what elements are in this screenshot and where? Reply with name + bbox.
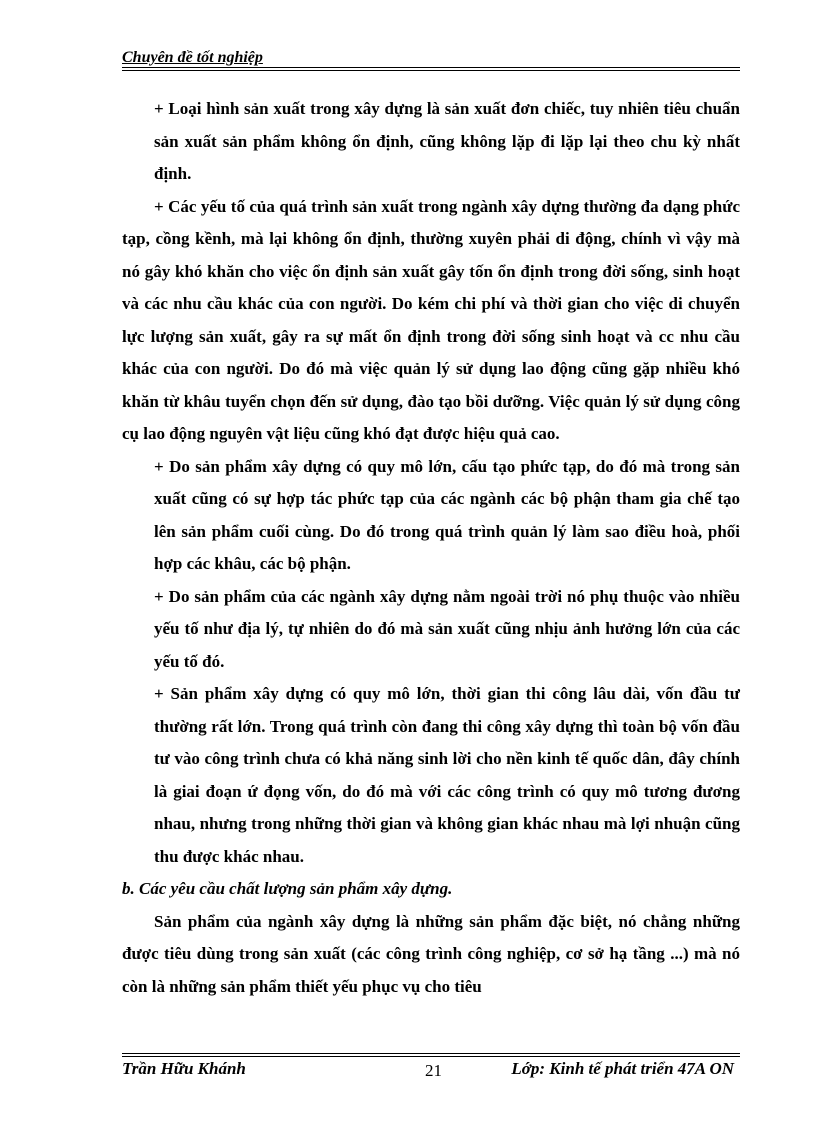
page-footer (122, 1053, 740, 1083)
header-rule (122, 67, 740, 68)
footer-class-label: Lớp: Kinh tế phát triển 47A ON (511, 1059, 734, 1078)
paragraph-product-scale: + Do sản phẩm xây dựng có quy mô lớn, cấu tạo phức tạp, do đó mà trong sản xuất cũng có sự hợp tác phức tạp của các ngành các bộ phận tham gia chế tạo lên sản phẩm cuối cùng. Do đó trong quá trình quản lý làm sao điều hoà, phối hợp các khâu, các bộ phận. (154, 456, 740, 573)
footer-rule-double (122, 1056, 740, 1057)
footer-author: Trần Hữu Khánh (122, 1059, 246, 1078)
paragraph-outdoor-products: + Do sản phẩm của các ngành xây dựng nằm ngoài trời nó phụ thuộc vào nhiều yếu tố như địa lý, tự nhiên do đó mà sản xuất cũng nhịu ảnh hưởng lớn của các yếu tố đó. (154, 586, 740, 671)
paragraph-production-factors: + Các yếu tố của quá trình sản xuất trong ngành xây dựng thường đa dạng phức tạp, cồng kềnh, mà lại không ổn định, thường xuyên phải di động, chính vì vậy mà nó gây khó khăn cho việc ổn định sản xuất gây tốn ổn định trong đời sống, sinh hoạt và các nhu cầu khác của con người. Do kém chi phí và thời gian cho việc di chuyển lực lượng sản xuất, gây ra sự mất ổn định trong đời sống sinh hoạt và cc nhu cầu khác của con người. Do đó mà việc quản lý sử dụng lao động cũng gặp nhiều khó khăn từ khâu tuyển chọn đến sử dụng, đào tạo bồi dưỡng. Việc quản lý sử dụng công cụ lao động nguyên vật liệu cũng khó đạt được hiệu quả cao. (122, 196, 740, 443)
paragraph-production-type: + Loại hình sản xuất trong xây dựng là sản xuất đơn chiếc, tuy nhiên tiêu chuẩn sản xuất sản phẩm không ổn định, cũng không lặp đi lặp lại theo chu kỳ nhất định. (154, 99, 740, 183)
document-body (122, 93, 740, 1003)
header-rule-double (122, 70, 740, 71)
paragraph-quality-requirements: Sản phẩm của ngành xây dựng là những sản phẩm đặc biệt, nó chẳng những được tiêu dùng trong sản xuất (các công trình công nghiệp, cơ sở hạ tầng ...) mà nó còn là những sản phẩm thiết yếu phục vụ cho tiêu (122, 911, 740, 996)
section-heading: b. Các yêu cầu chất lượng sản phẩm xây dựng. (122, 879, 453, 898)
page-number: 21 (425, 1061, 442, 1080)
footer-rule (122, 1053, 740, 1054)
header-title: Chuyên đề tốt nghiệp (122, 49, 263, 66)
page-header (122, 49, 740, 69)
paragraph-investment-capital: + Sản phẩm xây dựng có quy mô lớn, thời gian thi công lâu dài, vốn đầu tư thường rất lớn. Trong quá trình còn đang thi công xây dựng thì toàn bộ vốn đầu tư vào công trình chưa có khả năng sinh lời cho nền kinh tế quốc dân, đây chính là giai đoạn ứ đọng vốn, do đó mà với các công trình có quy mô tương đương nhau, nhưng trong những thời gian và không gian khác nhau mà lợi nhuận cũng thu được khác nhau. (154, 684, 740, 866)
